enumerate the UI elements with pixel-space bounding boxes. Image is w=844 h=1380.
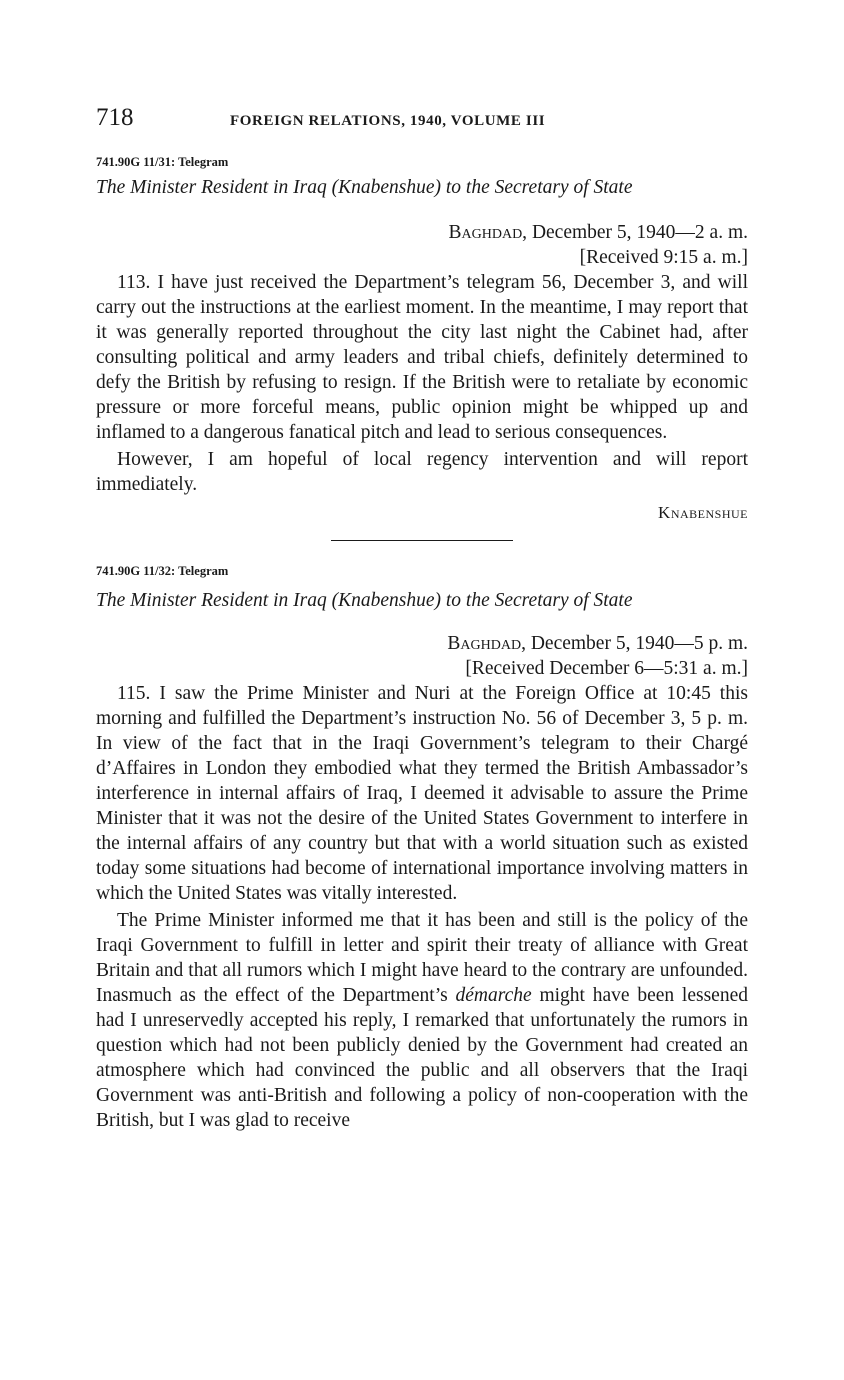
- file-reference: 741.90G 11/32: Telegram: [96, 564, 229, 578]
- dateline: [96, 631, 748, 656]
- running-head: [96, 104, 748, 138]
- signature: Knabenshue: [658, 503, 748, 522]
- received-line: [Received December 6—5:31 a. m.]: [465, 658, 748, 679]
- body-text: might have been lessened had I unreservedly accepted his reply, I remarked that unfortunately the rumors in question which had not been publicly denied by the Government had created an atmosphere which had convinced the public and all observers that the Iraqi Government was anti-British and following a policy of non-cooperation with the British, but I was glad to receive: [96, 985, 748, 1131]
- italic-term: démarche: [455, 985, 532, 1006]
- body-paragraph: However, I am hopeful of local regency intervention and will report immediately.: [96, 449, 748, 495]
- dateline-date: December 5, 1940—2 a. m.: [527, 222, 748, 243]
- file-reference: 741.90G 11/31: Telegram: [96, 155, 229, 169]
- dateline: [96, 220, 748, 245]
- body-paragraph: [96, 908, 748, 1133]
- section-divider: [331, 540, 513, 541]
- body-text: The Prime Minister informed me that it has been and still is the policy of the Iraqi Government to fulfill in letter and spirit their treaty of alliance with Great Britain and that all rumors which I might have heard to the contrary are unfounded. Inasmuch as the effect of the Department’s: [96, 910, 748, 1006]
- running-title: FOREIGN RELATIONS, 1940, VOLUME III: [230, 113, 546, 129]
- dateline-place: Baghdad,: [447, 633, 526, 654]
- document-page: [96, 104, 748, 1133]
- document-heading: The Minister Resident in Iraq (Knabenshue) to the Secretary of State: [96, 177, 633, 198]
- dateline-place: Baghdad,: [448, 222, 528, 243]
- document-heading: The Minister Resident in Iraq (Knabenshue) to the Secretary of State: [96, 590, 633, 611]
- page-number: 718: [96, 104, 134, 131]
- body-paragraph: 113. I have just received the Department’s telegram 56, December 3, and will carry out the instructions at the earliest moment. In the meantime, I may report that it was generally reported throughout the city last night the Cabinet had, after consulting political and army leaders and tribal chiefs, definitely determined to defy the British by refusing to resign. If the British were to retaliate by economic pressure or more forceful means, public opinion might be whipped up and inflamed to a dangerous fanatical pitch and lead to serious consequences.: [96, 272, 748, 443]
- dateline-date: December 5, 1940—5 p. m.: [525, 633, 748, 654]
- received-line: [Received 9:15 a. m.]: [579, 247, 748, 268]
- body-paragraph: 115. I saw the Prime Minister and Nuri at the Foreign Office at 10:45 this morning and fulfilled the Department’s instruction No. 56 of December 3, 5 p. m. In view of the fact that in the Iraqi Government’s telegram to their Chargé d’Affaires in London they embodied what they termed the British Ambassador’s interference in internal affairs of Iraq, I deemed it advisable to assure the Prime Minister that it was not the desire of the United States Government to interfere in the internal affairs of any country but that with a world situation such as existed today some situations had become of international importance involving matters in which the United States was vitally interested.: [96, 683, 748, 904]
